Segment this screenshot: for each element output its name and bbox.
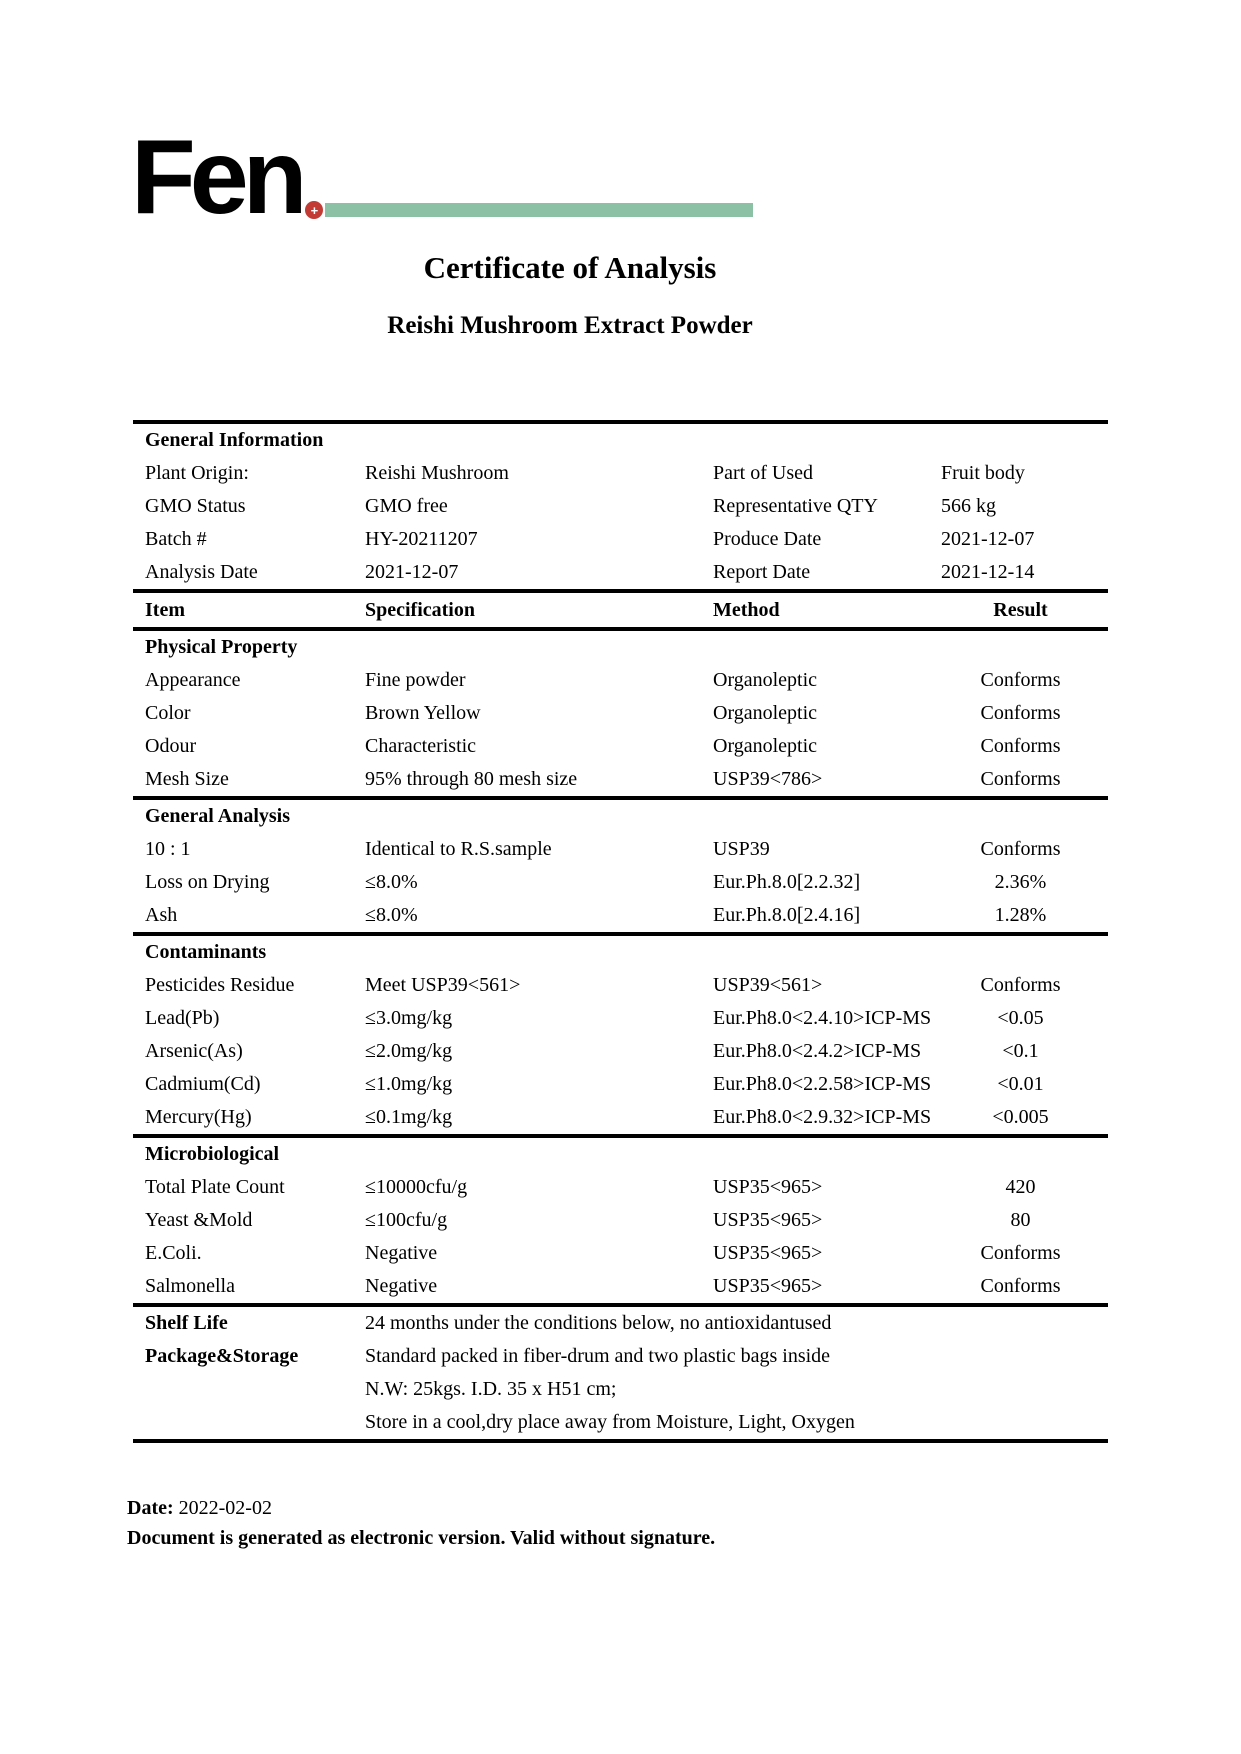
- section-heading-microbiological: Microbiological: [145, 1143, 280, 1165]
- table-cell: Loss on Drying: [145, 871, 270, 893]
- table-cell: Eur.Ph.8.0[2.2.32]: [713, 871, 861, 893]
- section-heading-contaminants: Contaminants: [145, 941, 267, 963]
- table-cell: Shelf Life: [145, 1312, 228, 1334]
- table-cell: 2021-12-07: [365, 561, 459, 583]
- plus-icon: +: [310, 202, 319, 218]
- section-general-information: [133, 424, 1108, 589]
- table-cell: N.W: 25kgs. I.D. 35 x H51 cm;: [365, 1378, 617, 1400]
- column-header-result: Result: [993, 599, 1048, 621]
- table-cell: USP35<965>: [713, 1242, 823, 1264]
- table-row: [133, 1406, 1108, 1439]
- table-cell: Part of Used: [713, 462, 813, 484]
- table-cell: Organoleptic: [713, 669, 818, 691]
- table-row: [133, 1002, 1108, 1035]
- table-row: [133, 1237, 1108, 1270]
- table-cell: Identical to R.S.sample: [365, 838, 552, 860]
- table-cell: Negative: [365, 1242, 438, 1264]
- section-microbiological: [133, 1134, 1108, 1303]
- table-cell: Conforms: [980, 702, 1061, 724]
- column-header-method: Method: [713, 599, 780, 621]
- table-row: [133, 1373, 1108, 1406]
- table-cell: GMO Status: [145, 495, 246, 517]
- table-row: [133, 899, 1108, 932]
- table-row: [133, 556, 1108, 589]
- table-cell: ≤8.0%: [365, 871, 418, 893]
- table-row: [133, 523, 1108, 556]
- table-cell: <0.005: [992, 1106, 1049, 1128]
- date-value: 2022-02-02: [178, 1497, 272, 1519]
- general-analysis-rows: [133, 833, 1108, 932]
- table-cell: Produce Date: [713, 528, 822, 550]
- table-cell: Odour: [145, 735, 197, 757]
- table-row: [133, 1307, 1108, 1340]
- table-cell: Reishi Mushroom: [365, 462, 509, 484]
- table-cell: Package&Storage: [145, 1345, 299, 1367]
- table-cell: Mesh Size: [145, 768, 229, 790]
- table-cell: Eur.Ph.8.0[2.4.16]: [713, 904, 861, 926]
- table-cell: ≤100cfu/g: [365, 1209, 448, 1231]
- section-physical-property: [133, 631, 1108, 796]
- table-row: [133, 1204, 1108, 1237]
- table-cell: Arsenic(As): [145, 1040, 243, 1062]
- table-cell: Conforms: [980, 974, 1061, 996]
- page-title: Certificate of Analysis: [423, 250, 717, 285]
- table-cell: Color: [145, 702, 191, 724]
- table-cell: 10 : 1: [145, 838, 191, 860]
- table-cell: ≤0.1mg/kg: [365, 1106, 453, 1128]
- table-cell: Yeast &Mold: [145, 1209, 253, 1231]
- table-cell: 1.28%: [994, 904, 1047, 926]
- table-cell: Brown Yellow: [365, 702, 481, 724]
- table-cell: USP35<965>: [713, 1275, 823, 1297]
- table-cell: Organoleptic: [713, 735, 818, 757]
- electronic-version-note: Document is generated as electronic version. Valid without signature.: [127, 1527, 716, 1549]
- table-cell: 95% through 80 mesh size: [365, 768, 578, 790]
- table-cell: Fine powder: [365, 669, 466, 691]
- table-cell: Conforms: [980, 838, 1061, 860]
- table-header-row: [133, 589, 1108, 631]
- table-cell: GMO free: [365, 495, 448, 517]
- table-row: [133, 1171, 1108, 1204]
- table-cell: 420: [1005, 1176, 1036, 1198]
- table-cell: HY-20211207: [365, 528, 478, 550]
- table-cell: USP39<561>: [713, 974, 823, 996]
- table-cell: 24 months under the conditions below, no antioxidantused: [365, 1312, 832, 1334]
- table-cell: Eur.Ph8.0<2.4.2>ICP-MS: [713, 1040, 922, 1062]
- logo-accent-bar: [325, 203, 753, 217]
- general-information-rows: [133, 457, 1108, 589]
- table-cell: Analysis Date: [145, 561, 258, 583]
- table-cell: Conforms: [980, 1242, 1061, 1264]
- section-general-analysis: [133, 796, 1108, 932]
- table-cell: Cadmium(Cd): [145, 1073, 261, 1095]
- contaminants-rows: [133, 969, 1108, 1134]
- company-logo: [131, 118, 1241, 236]
- section-heading-physical-property: Physical Property: [145, 636, 298, 658]
- section-heading-general-analysis: General Analysis: [145, 805, 291, 827]
- table-cell: Characteristic: [365, 735, 477, 757]
- table-row: [133, 457, 1108, 490]
- table-cell: Representative QTY: [713, 495, 878, 517]
- table-row: [133, 1270, 1108, 1303]
- table-cell: Salmonella: [145, 1275, 235, 1297]
- table-row: [133, 490, 1108, 523]
- table-cell: Conforms: [980, 669, 1061, 691]
- coa-table: [133, 420, 1108, 1443]
- table-row: [133, 664, 1108, 697]
- table-row: [133, 1101, 1108, 1134]
- table-row: [133, 730, 1108, 763]
- table-cell: 80: [1010, 1209, 1031, 1231]
- column-header-specification: Specification: [365, 599, 475, 621]
- table-cell: <0.1: [1002, 1040, 1039, 1062]
- table-cell: ≤1.0mg/kg: [365, 1073, 453, 1095]
- product-name: Reishi Mushroom Extract Powder: [387, 312, 753, 339]
- table-cell: ≤2.0mg/kg: [365, 1040, 453, 1062]
- table-cell: Lead(Pb): [145, 1007, 220, 1029]
- table-cell: Fruit body: [941, 462, 1025, 484]
- table-cell: Eur.Ph8.0<2.4.10>ICP-MS: [713, 1007, 932, 1029]
- table-cell: Store in a cool,dry place away from Moisture, Light, Oxygen: [365, 1411, 855, 1433]
- table-row: [133, 969, 1108, 1002]
- section-heading-general-information: General Information: [145, 429, 324, 451]
- table-row: [133, 1340, 1108, 1373]
- table-cell: Appearance: [145, 669, 241, 691]
- table-cell: USP35<965>: [713, 1209, 823, 1231]
- table-row: [133, 1035, 1108, 1068]
- logo-text: Fen: [131, 118, 302, 236]
- table-cell: ≤3.0mg/kg: [365, 1007, 453, 1029]
- table-row: [133, 833, 1108, 866]
- footer: [127, 1493, 1241, 1553]
- table-cell: [133, 1406, 365, 1439]
- table-cell: 2021-12-07: [941, 528, 1035, 550]
- table-cell: Plant Origin:: [145, 462, 249, 484]
- table-cell: 2021-12-14: [941, 561, 1035, 583]
- table-cell: Pesticides Residue: [145, 974, 295, 996]
- table-cell: [133, 1373, 365, 1406]
- table-cell: 566 kg: [941, 495, 996, 517]
- section-shelf-life-storage: [133, 1303, 1108, 1439]
- table-row: [133, 697, 1108, 730]
- table-cell: Conforms: [980, 1275, 1061, 1297]
- table-cell: Conforms: [980, 735, 1061, 757]
- table-row: [133, 763, 1108, 796]
- table-cell: Total Plate Count: [145, 1176, 285, 1198]
- column-header-item: Item: [145, 599, 185, 621]
- table-cell: Meet USP39<561>: [365, 974, 521, 996]
- table-cell: 2.36%: [994, 871, 1047, 893]
- date-line: [127, 1493, 1241, 1523]
- table-cell: Batch #: [145, 528, 207, 550]
- table-cell: Negative: [365, 1275, 438, 1297]
- table-cell: USP35<965>: [713, 1176, 823, 1198]
- table-cell: E.Coli.: [145, 1242, 202, 1264]
- table-cell: Conforms: [980, 768, 1061, 790]
- table-cell: ≤10000cfu/g: [365, 1176, 468, 1198]
- table-row: [133, 866, 1108, 899]
- table-cell: <0.05: [997, 1007, 1044, 1029]
- table-row: [133, 1068, 1108, 1101]
- table-cell: USP39<786>: [713, 768, 823, 790]
- table-cell: Standard packed in fiber-drum and two plastic bags inside: [365, 1345, 831, 1367]
- table-cell: Eur.Ph8.0<2.2.58>ICP-MS: [713, 1073, 932, 1095]
- table-cell: Eur.Ph8.0<2.9.32>ICP-MS: [713, 1106, 932, 1128]
- section-contaminants: [133, 932, 1108, 1134]
- microbiological-rows: [133, 1171, 1108, 1303]
- logo-plus-dot-icon: [305, 201, 323, 219]
- table-cell: ≤8.0%: [365, 904, 418, 926]
- table-cell: <0.01: [997, 1073, 1044, 1095]
- table-cell: Ash: [145, 904, 178, 926]
- physical-property-rows: [133, 664, 1108, 796]
- table-cell: Mercury(Hg): [145, 1106, 252, 1128]
- table-cell: Organoleptic: [713, 702, 818, 724]
- table-cell: USP39: [713, 838, 770, 860]
- table-cell: Report Date: [713, 561, 811, 583]
- date-label: Date:: [127, 1497, 174, 1519]
